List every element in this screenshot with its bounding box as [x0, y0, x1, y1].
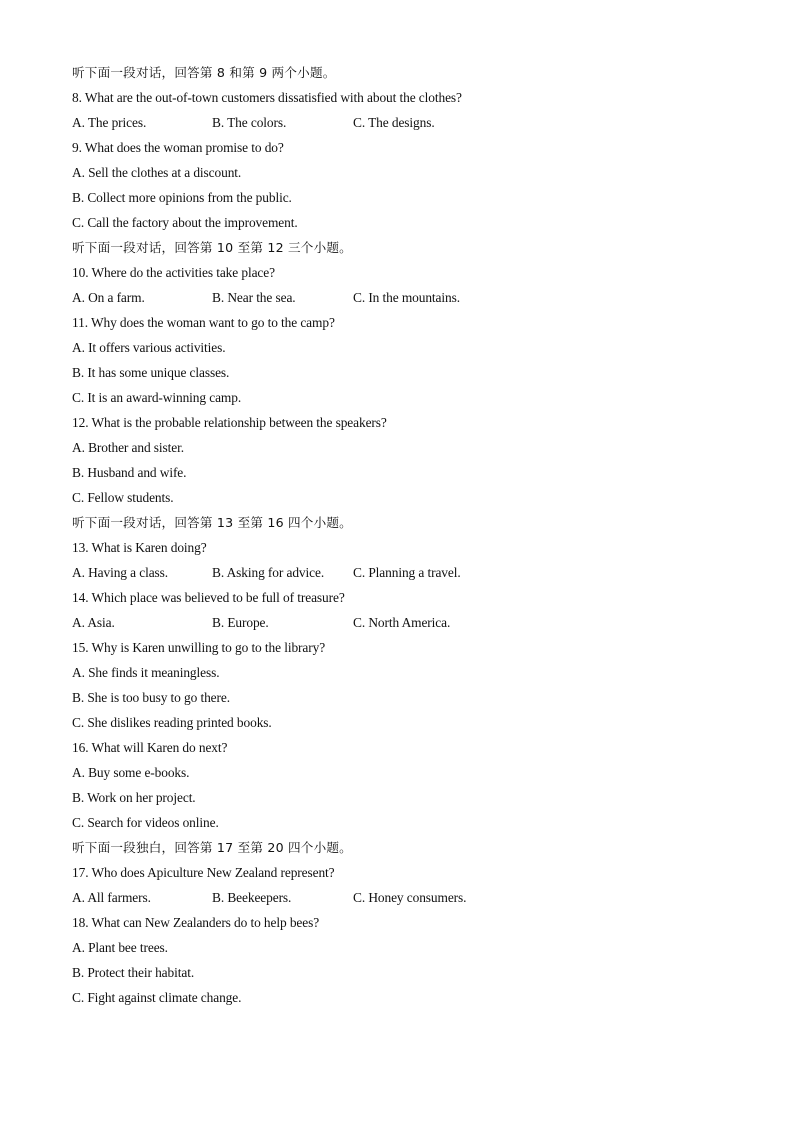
answer-option-c: C. The designs. [353, 115, 435, 130]
answer-option-b: B. It has some unique classes. [72, 365, 230, 380]
answer-option-c: C. It is an award-winning camp. [72, 390, 242, 405]
listening-questions [72, 64, 732, 1014]
question-stem: 18. What can New Zealanders do to help bees? [72, 915, 320, 930]
section-heading: 听下面一段对话，回答第 13 至第 16 四个小题。 [72, 515, 352, 530]
answer-option-c: C. She dislikes reading printed books. [72, 715, 272, 730]
answer-options-row [72, 289, 732, 314]
answer-option-b: B. Asking for advice. [212, 565, 325, 580]
question-stem: 8. What are the out-of-town customers dissatisfied with about the clothes? [72, 90, 462, 105]
answer-option-a: A. On a farm. [72, 290, 145, 305]
answer-options-row [72, 889, 732, 914]
question-stem: 17. Who does Apiculture New Zealand represent? [72, 865, 335, 880]
answer-options-row [72, 564, 732, 589]
answer-option-a: A. Plant bee trees. [72, 940, 168, 955]
answer-option-a: A. Having a class. [72, 565, 169, 580]
question-stem: 11. Why does the woman want to go to the camp? [72, 315, 335, 330]
answer-option-a: A. Sell the clothes at a discount. [72, 165, 242, 180]
answer-option-b: B. Beekeepers. [212, 890, 292, 905]
answer-options-row [72, 114, 732, 139]
answer-option-c: C. North America. [353, 615, 451, 630]
section-heading: 听下面一段独白，回答第 17 至第 20 四个小题。 [72, 840, 352, 855]
answer-option-a: A. Asia. [72, 615, 115, 630]
answer-option-c: C. Fellow students. [72, 490, 174, 505]
section-heading: 听下面一段对话，回答第 8 和第 9 两个小题。 [72, 65, 336, 80]
answer-option-a: A. It offers various activities. [72, 340, 226, 355]
answer-option-c: C. Planning a travel. [353, 565, 461, 580]
question-stem: 9. What does the woman promise to do? [72, 140, 284, 155]
answer-option-c: C. Honey consumers. [353, 890, 467, 905]
answer-option-b: B. Work on her project. [72, 790, 196, 805]
question-stem: 15. Why is Karen unwilling to go to the library? [72, 640, 326, 655]
answer-option-b: B. Europe. [212, 615, 269, 630]
answer-option-a: A. Brother and sister. [72, 440, 184, 455]
answer-option-c: C. In the mountains. [353, 290, 460, 305]
answer-option-b: B. She is too busy to go there. [72, 690, 230, 705]
answer-option-a: A. She finds it meaningless. [72, 665, 220, 680]
answer-options-row [72, 614, 732, 639]
answer-option-a: A. Buy some e-books. [72, 765, 190, 780]
answer-option-b: B. Husband and wife. [72, 465, 187, 480]
answer-option-c: C. Search for videos online. [72, 815, 219, 830]
answer-option-c: C. Call the factory about the improvement. [72, 215, 298, 230]
question-stem: 13. What is Karen doing? [72, 540, 207, 555]
question-stem: 12. What is the probable relationship between the speakers? [72, 415, 387, 430]
answer-option-c: C. Fight against climate change. [72, 990, 242, 1005]
question-stem: 16. What will Karen do next? [72, 740, 228, 755]
answer-option-b: B. Protect their habitat. [72, 965, 195, 980]
answer-option-b: B. Collect more opinions from the public. [72, 190, 292, 205]
section-heading: 听下面一段对话，回答第 10 至第 12 三个小题。 [72, 240, 352, 255]
answer-option-b: B. The colors. [212, 115, 287, 130]
answer-option-a: A. All farmers. [72, 890, 151, 905]
answer-option-a: A. The prices. [72, 115, 147, 130]
question-stem: 14. Which place was believed to be full of treasure? [72, 590, 345, 605]
answer-option-b: B. Near the sea. [212, 290, 296, 305]
question-stem: 10. Where do the activities take place? [72, 265, 275, 280]
